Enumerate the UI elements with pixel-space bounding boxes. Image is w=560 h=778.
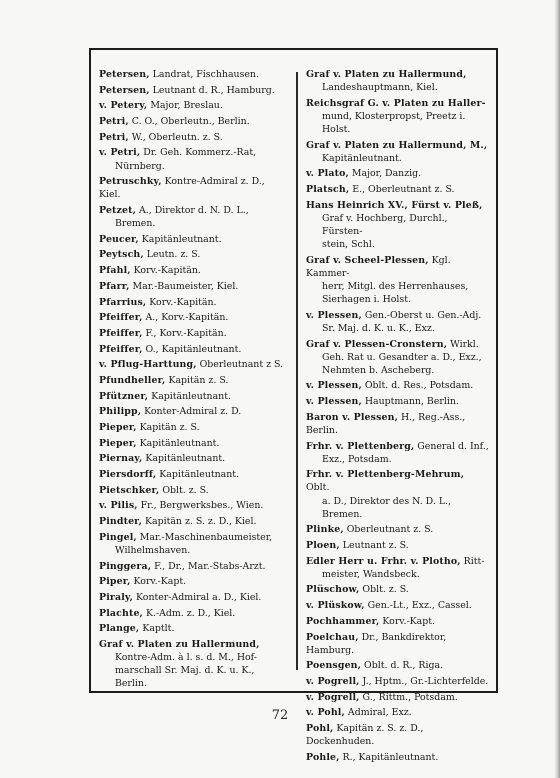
entry-details: Leutnant z. S. xyxy=(339,540,409,551)
entry-name: Reichsgraf G. v. Platen zu Haller- xyxy=(306,97,486,109)
directory-entry xyxy=(99,131,289,144)
directory-entry xyxy=(306,523,490,536)
entry-first-line xyxy=(99,374,289,387)
entry-first-line xyxy=(99,280,289,293)
directory-entry xyxy=(306,183,490,196)
entry-name: v. Pohl, xyxy=(306,707,345,719)
directory-entry xyxy=(306,338,490,377)
entry-details: Major, Breslau. xyxy=(147,100,223,112)
entry-first-line xyxy=(99,638,289,651)
directory-entry xyxy=(99,233,289,246)
directory-entry xyxy=(306,539,490,552)
entry-first-line xyxy=(306,539,490,552)
entry-first-line xyxy=(99,327,289,340)
entry-first-line xyxy=(99,84,289,97)
entry-details: Kapitänleutnant. xyxy=(138,233,222,245)
directory-entry xyxy=(99,84,289,97)
entry-name: Pfundheller, xyxy=(99,374,166,386)
entry-details: Oblt. d. Res., Potsdam. xyxy=(361,380,474,392)
entry-details: H., Reg.-Ass., Berlin. xyxy=(306,411,466,436)
directory-entry xyxy=(306,379,490,392)
entry-name: v. Petery, xyxy=(99,100,148,112)
entry-first-line xyxy=(306,254,490,280)
entry-first-line xyxy=(306,751,490,764)
directory-entry xyxy=(306,555,490,581)
entry-name: v. Plüskow, xyxy=(306,600,365,612)
directory-entry xyxy=(99,296,289,309)
entry-first-line xyxy=(99,607,289,620)
directory-entry xyxy=(306,395,490,408)
entry-name: Baron v. Plessen, xyxy=(306,411,399,423)
entry-continuation-line: Kontre-Adm. à l. s. d. M., Hof- xyxy=(115,652,257,664)
directory-entry xyxy=(99,343,289,356)
right-column xyxy=(306,68,490,767)
entry-first-line xyxy=(99,515,289,528)
entry-continuation-line: Geh. Rat u. Gesandter a. D., Exz., xyxy=(322,351,482,363)
entry-details: Fr., Bergwerksbes., Wien. xyxy=(137,500,264,512)
entry-first-line xyxy=(99,311,289,324)
entry-name: Pohl, xyxy=(306,723,334,735)
entry-details: Gen.-Oberst u. Gen.-Adj. xyxy=(361,309,482,321)
entry-name: v. Plessen, xyxy=(306,380,362,392)
entry-details: Hauptmann, Berlin. xyxy=(361,396,459,408)
entry-name: Piper, xyxy=(99,576,131,588)
entry-details: J., Hptm., Gr.-Lichterfelde. xyxy=(359,676,489,687)
entry-name: Edler Herr u. Frhr. v. Plotho, xyxy=(306,555,461,567)
directory-entry xyxy=(99,146,289,172)
entry-details: General d. Inf., xyxy=(414,440,489,452)
entry-continuation-line: a. D., Direktor des N. D. L., Bremen. xyxy=(322,495,452,520)
entry-name: Pieper, xyxy=(99,422,137,434)
entry-name: v. Pflug-Harttung, xyxy=(99,359,197,371)
entry-first-line xyxy=(306,659,490,672)
entry-first-line xyxy=(99,131,289,144)
entry-name: Pfützner, xyxy=(99,390,149,402)
directory-entry xyxy=(306,631,490,657)
entry-details: F., Korv.-Kapitän. xyxy=(142,327,227,339)
entry-details: Oblt. d. R., Riga. xyxy=(361,660,444,672)
directory-entry xyxy=(99,575,289,588)
entry-details: Korv.-Kapitän. xyxy=(146,296,217,308)
entry-first-line xyxy=(306,523,490,536)
entry-first-line xyxy=(99,248,289,261)
directory-entry xyxy=(306,675,490,688)
entry-name: v. Pilis, xyxy=(99,500,138,512)
entry-name: Graf v. Plessen-Cronstern, xyxy=(306,338,448,350)
entry-first-line xyxy=(306,338,490,351)
entry-details: F., Dr., Mar.-Stabs-Arzt. xyxy=(151,560,266,572)
entry-first-line xyxy=(99,575,289,588)
directory-entry xyxy=(306,691,490,704)
entry-continuation-line: Bremen. xyxy=(115,218,156,230)
entry-name: Pietschker, xyxy=(99,484,160,496)
directory-entry xyxy=(99,437,289,450)
entry-details: C. O., Oberleutn., Berlin. xyxy=(128,116,250,128)
directory-entry xyxy=(99,175,289,201)
entry-details: Kaptlt. xyxy=(139,623,175,635)
directory-entry xyxy=(306,599,490,612)
entry-details: Kapitänleutnant. xyxy=(156,469,240,481)
directory-entry xyxy=(306,411,490,437)
entry-details: Mar.-Maschinenbaumeister, xyxy=(136,531,273,543)
entry-details: Landrat, Fischhausen. xyxy=(149,69,259,80)
entry-continuation-line: Landeshauptmann, Kiel. xyxy=(322,82,438,94)
directory-entry xyxy=(99,499,289,512)
entry-continuation-line: Sr. Maj. d. K. u. K., Exz. xyxy=(322,322,435,334)
entry-name: Pohle, xyxy=(306,751,340,763)
entry-first-line xyxy=(99,175,289,201)
entry-name: Peytsch, xyxy=(99,249,144,261)
directory-entry xyxy=(99,280,289,293)
entry-details: Kgl. Kammer- xyxy=(306,254,451,279)
entry-first-line xyxy=(99,405,289,418)
entry-name: Pfeiffer, xyxy=(99,312,143,324)
entry-details: Kontre-Admiral z. D., Kiel. xyxy=(99,176,265,201)
entry-name: Plange, xyxy=(99,623,140,635)
entry-first-line xyxy=(99,421,289,434)
entry-continuation-line: Kapitänleutnant. xyxy=(322,152,402,164)
page-number: 72 xyxy=(271,708,289,723)
entry-details: O., Kapitänleutnant. xyxy=(142,343,242,355)
entry-first-line xyxy=(306,691,490,704)
directory-entry xyxy=(99,484,289,497)
entry-details: Kapitän z. S. xyxy=(165,374,229,386)
directory-entry xyxy=(306,68,490,94)
entry-first-line xyxy=(306,468,490,494)
entry-name: Graf v. Platen zu Hallermund, xyxy=(306,69,467,80)
directory-entry xyxy=(306,309,490,335)
entry-continuation-line: meister, Wandsbeck. xyxy=(322,568,420,580)
entry-first-line xyxy=(306,722,490,748)
directory-entry xyxy=(306,97,490,136)
entry-details: Mar.-Baumeister, Kiel. xyxy=(129,280,239,292)
entry-name: v. Plato, xyxy=(306,168,349,180)
entry-name: v. Pogrell, xyxy=(306,691,360,703)
directory-entry xyxy=(99,390,289,403)
entry-continuation-line: Nehmten b. Ascheberg. xyxy=(322,364,435,376)
entry-first-line xyxy=(306,599,490,612)
entry-name: Petri, xyxy=(99,131,129,143)
entry-name: Peucer, xyxy=(99,233,139,245)
column-divider xyxy=(296,72,298,670)
entry-first-line xyxy=(99,233,289,246)
directory-entry xyxy=(306,468,490,520)
entry-name: Pfeiffer, xyxy=(99,343,143,355)
entry-first-line xyxy=(99,560,289,573)
entry-name: Hans Heinrich XV., Fürst v. Pleß, xyxy=(306,199,483,211)
entry-name: Petersen, xyxy=(99,84,150,96)
directory-entry xyxy=(99,560,289,573)
entry-first-line xyxy=(306,411,490,437)
entry-name: Platsch, xyxy=(306,184,350,196)
entry-details: Oberleutnant z S. xyxy=(196,359,284,371)
entry-first-line xyxy=(99,99,289,112)
entry-name: Pfarrius, xyxy=(99,296,147,308)
entry-details: Ritt- xyxy=(460,555,485,567)
entry-details: Korv.-Kapitän. xyxy=(130,265,201,277)
directory-entry xyxy=(306,167,490,180)
entry-name: Piersdorff, xyxy=(99,469,157,481)
entry-name: Graf v. Platen zu Hallermund, M., xyxy=(306,139,488,151)
entry-details: Oblt. z. S. xyxy=(159,484,209,496)
entry-details: R., Kapitänleutnant. xyxy=(339,751,439,763)
entry-name: Plachte, xyxy=(99,607,143,619)
entry-details: Oblt. xyxy=(306,482,330,494)
entry-continuation-line: Nürnberg. xyxy=(115,160,165,172)
entry-first-line xyxy=(306,183,490,196)
entry-first-line xyxy=(306,139,490,152)
entry-name: Pindter, xyxy=(99,516,142,528)
entry-first-line xyxy=(99,358,289,371)
entry-details: Kapitän z. S. z. D., Dockenhuden. xyxy=(306,723,424,748)
entry-name: v. Plessen, xyxy=(306,396,362,408)
entry-name: Pochhammer, xyxy=(306,615,380,627)
entry-first-line xyxy=(99,484,289,497)
entry-continuation-line: marschall Sr. Maj. d. K. u. K., xyxy=(115,665,255,677)
entry-details: Kapitänleutnant. xyxy=(148,390,231,402)
entry-name: Pfarr, xyxy=(99,280,130,292)
entry-details: Leutnant d. R., Hamburg. xyxy=(149,84,275,96)
left-column xyxy=(99,68,289,693)
entry-first-line xyxy=(99,437,289,450)
entry-details: Kapitän z. S. xyxy=(136,422,200,434)
entry-name: Frhr. v. Plettenberg-Mehrum, xyxy=(306,469,465,481)
entry-details: Konter-Admiral a. D., Kiel. xyxy=(133,592,262,603)
entry-first-line xyxy=(306,68,490,81)
directory-entry xyxy=(99,515,289,528)
directory-entry xyxy=(99,468,289,481)
entry-continuation-line: Graf v. Hochberg, Durchl., Fürsten- xyxy=(322,212,448,237)
entry-name: Graf v. Platen zu Hallermund, xyxy=(99,639,260,651)
entry-details: Admiral, Exz. xyxy=(344,707,412,719)
directory-entry xyxy=(99,638,289,690)
entry-first-line xyxy=(99,390,289,403)
directory-entry xyxy=(99,99,289,112)
entry-name: Graf v. Scheel-Plessen, xyxy=(306,254,429,266)
entry-name: Piernay, xyxy=(99,453,143,465)
entry-first-line xyxy=(99,468,289,481)
entry-details: W., Oberleutn. z. S. xyxy=(128,131,223,143)
directory-entry xyxy=(99,248,289,261)
directory-entry xyxy=(306,659,490,672)
entry-details: A., Direktor d. N. D. L., xyxy=(136,205,249,216)
entry-name: Petzet, xyxy=(99,205,137,216)
directory-entry xyxy=(99,204,289,230)
entry-details: Kapitänleutnant. xyxy=(136,437,220,449)
entry-first-line xyxy=(99,296,289,309)
entry-details: Korv.-Kapt. xyxy=(379,615,435,627)
entry-name: Philipp, xyxy=(99,406,142,418)
entry-name: Pfeiffer, xyxy=(99,327,143,339)
entry-details: G., Rittm., Potsdam. xyxy=(359,691,458,703)
directory-entry xyxy=(306,722,490,748)
entry-first-line xyxy=(99,452,289,465)
entry-details: Oberleutnant z. S. xyxy=(343,524,434,536)
entry-details: Oblt. z. S. xyxy=(359,584,409,596)
entry-continuation-line: Berlin. xyxy=(115,678,147,690)
entry-name: Piraly, xyxy=(99,592,134,603)
directory-entry xyxy=(306,254,490,306)
entry-details: Dr., Bankdirektor, Hamburg. xyxy=(306,631,447,656)
entry-first-line xyxy=(99,531,289,544)
entry-details: Wirkl. xyxy=(447,338,479,350)
entry-first-line xyxy=(99,591,289,604)
entry-name: v. Petri, xyxy=(99,147,141,159)
entry-first-line xyxy=(306,199,490,212)
entry-name: v. Plessen, xyxy=(306,309,362,321)
entry-name: Petruschky, xyxy=(99,176,162,188)
entry-name: Petersen, xyxy=(99,69,150,80)
entry-first-line xyxy=(306,167,490,180)
entry-first-line xyxy=(306,395,490,408)
entry-name: Pieper, xyxy=(99,437,137,449)
directory-entry xyxy=(99,311,289,324)
entry-name: Plüschow, xyxy=(306,584,360,596)
entry-details: Kapitänleutnant. xyxy=(142,453,226,465)
entry-first-line xyxy=(99,343,289,356)
entry-details: A., Korv.-Kapitän. xyxy=(142,312,229,324)
directory-entry xyxy=(99,327,289,340)
entry-details: Gen.-Lt., Exz., Cassel. xyxy=(364,600,472,612)
entry-name: v. Pogrell, xyxy=(306,676,360,687)
entry-first-line xyxy=(306,583,490,596)
entry-first-line xyxy=(99,264,289,277)
directory-entry xyxy=(99,421,289,434)
entry-details: K.-Adm. z. D., Kiel. xyxy=(142,607,236,619)
entry-first-line xyxy=(306,440,490,453)
entry-name: Frhr. v. Plettenberg, xyxy=(306,440,415,452)
directory-entry xyxy=(306,440,490,466)
directory-entry xyxy=(306,139,490,165)
entry-details: Dr. Geh. Kommerz.-Rat, xyxy=(140,147,257,159)
entry-details: Kapitän z. S. z. D., Kiel. xyxy=(142,516,257,528)
directory-entry xyxy=(99,115,289,128)
entry-first-line xyxy=(306,631,490,657)
entry-continuation-line: Sierhagen i. Holst. xyxy=(322,294,411,306)
entry-name: Pinggera, xyxy=(99,560,152,572)
entry-name: Petri, xyxy=(99,116,129,128)
directory-entry xyxy=(99,358,289,371)
directory-entry xyxy=(99,607,289,620)
entry-first-line xyxy=(306,379,490,392)
entry-first-line xyxy=(306,555,490,568)
entry-details: Major, Danzig. xyxy=(348,168,422,180)
entry-name: Poelchau, xyxy=(306,631,359,643)
entry-name: Plinke, xyxy=(306,524,344,536)
entry-first-line xyxy=(99,622,289,635)
entry-continuation-line: herr, Mitgl. des Herrenhauses, xyxy=(322,280,469,292)
entry-name: Pfahl, xyxy=(99,265,131,277)
entry-continuation-line: Exz., Potsdam. xyxy=(322,453,392,465)
entry-first-line xyxy=(306,309,490,322)
directory-entry xyxy=(99,374,289,387)
entry-details: Konter-Admiral z. D. xyxy=(141,406,242,418)
directory-entry xyxy=(99,452,289,465)
entry-first-line xyxy=(306,97,490,110)
entry-first-line xyxy=(99,146,289,159)
entry-first-line xyxy=(99,115,289,128)
directory-entry xyxy=(306,751,490,764)
entry-continuation-line: Wilhelmshaven. xyxy=(115,544,191,556)
directory-entry xyxy=(99,264,289,277)
directory-entry xyxy=(306,199,490,251)
directory-entry xyxy=(306,615,490,628)
directory-entry xyxy=(306,583,490,596)
entry-details: Leutn. z. S. xyxy=(143,249,201,261)
entry-details: E., Oberleutnant z. S. xyxy=(349,184,455,196)
entry-name: Poensgen, xyxy=(306,660,362,672)
directory-entry xyxy=(99,405,289,418)
entry-first-line xyxy=(306,675,490,688)
entry-details: Korv.-Kapt. xyxy=(130,576,187,588)
entry-first-line xyxy=(99,499,289,512)
directory-entry xyxy=(99,591,289,604)
entry-first-line xyxy=(306,615,490,628)
entry-first-line xyxy=(99,68,289,81)
directory-entry xyxy=(99,622,289,635)
directory-entry xyxy=(99,531,289,557)
page-edge-shadow xyxy=(554,0,560,778)
entry-continuation-line: stein, Schl. xyxy=(322,239,375,251)
entry-continuation-line: mund, Klosterpropst, Preetz i. Holst. xyxy=(322,110,466,135)
directory-entry xyxy=(99,68,289,81)
entry-name: Pingel, xyxy=(99,531,137,543)
entry-name: Ploen, xyxy=(306,540,340,551)
entry-first-line xyxy=(99,204,289,217)
